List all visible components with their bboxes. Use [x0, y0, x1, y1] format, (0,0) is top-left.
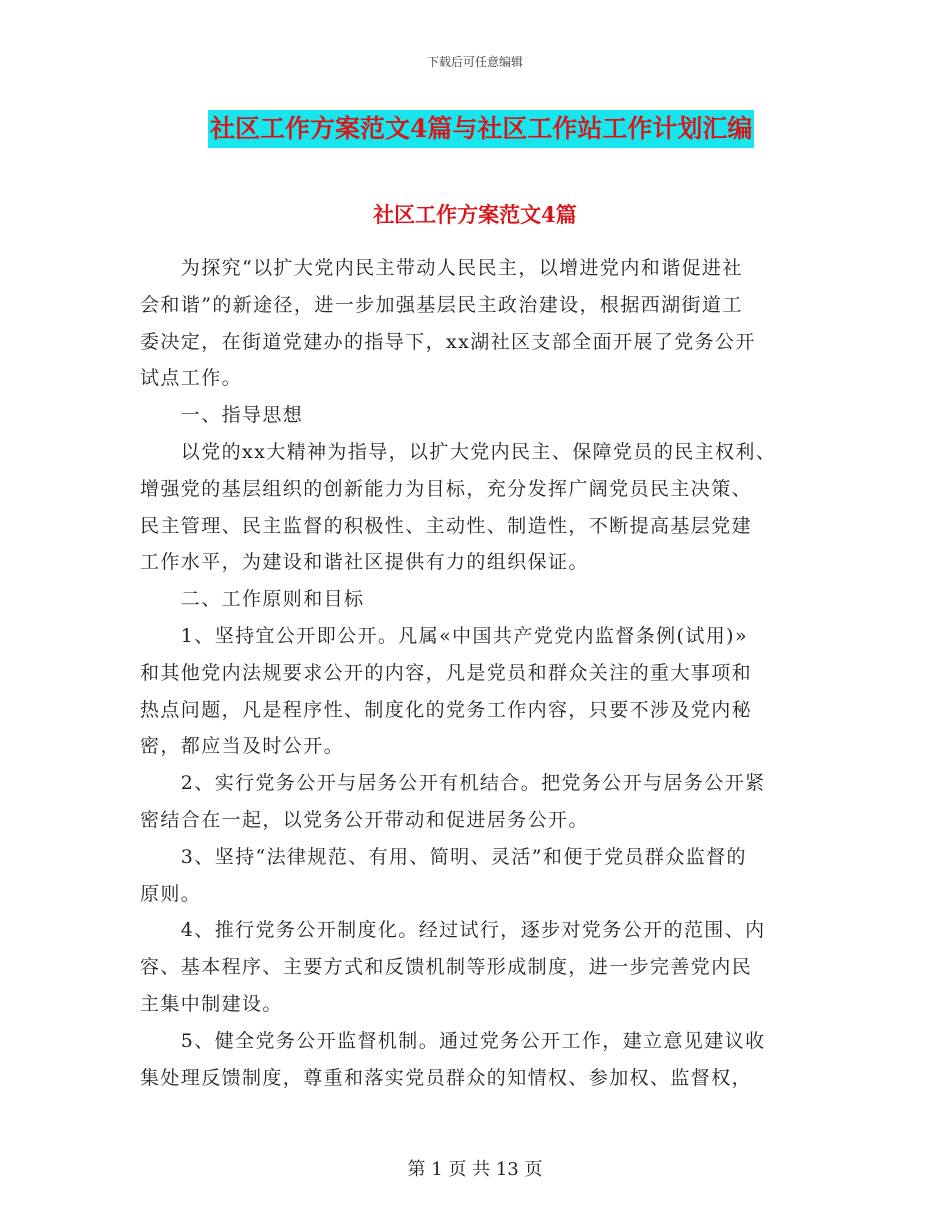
text-line: 会和谐”的新途径，进一步加强基层民主政治建设，根据西湖街道工: [140, 293, 743, 316]
text-line: 二、工作原则和目标: [140, 588, 365, 611]
paragraph: [140, 434, 820, 581]
header-note: 下载后可任意编辑: [426, 55, 523, 69]
text-line: 和其他党内法规要求公开的内容，凡是党员和群众关注的重大事项和: [140, 661, 753, 684]
text-line: 密结合在一起，以党务公开带动和促进居务公开。: [140, 808, 589, 831]
document-title: 社区工作方案范文4篇与社区工作站工作计划汇编: [208, 110, 754, 148]
section-title: 社区工作方案范文4篇: [373, 202, 577, 227]
text-line: 2、实行党务公开与居务公开有机结合。把党务公开与居务公开紧: [140, 772, 766, 795]
text-line: 集处理反馈制度，尊重和落实党员群众的知情权、参加权、监督权，: [140, 1066, 753, 1089]
text-line: 1、坚持宜公开即公开。凡属«中国共产党党内监督条例(试用)»: [140, 624, 748, 647]
text-line: 密，都应当及时公开。: [140, 735, 345, 758]
text-line: 一、指导思想: [140, 404, 304, 427]
text-line: 增强党的基层组织的创新能力为目标，充分发挥广阔党员民主决策、: [140, 477, 753, 500]
text-line: 委决定，在街道党建办的指导下，xx湖社区支部全面开展了党务公开: [140, 330, 756, 353]
page-number: 第 1 页 共 13 页: [407, 1159, 543, 1180]
paragraph: [140, 1023, 820, 1097]
text-line: 主集中制建设。: [140, 992, 283, 1015]
text-line: 工作水平，为建设和谐社区提供有力的组织保证。: [140, 551, 589, 574]
text-line: 3、坚持“法律规范、有用、简明、灵活”和便于党员群众监督的: [140, 845, 747, 868]
body-text: [140, 250, 820, 1096]
text-line: 民主管理、民主监督的积极性、主动性、制造性，不断提高基层党建: [140, 514, 753, 537]
section-heading: [140, 581, 820, 618]
text-line: 为探究“以扩大党内民主带动人民民主，以增进党内和谐促进社: [140, 257, 743, 279]
text-line: 容、基本程序、主要方式和反馈机制等形成制度，进一步完善党内民: [140, 956, 753, 979]
section-heading: [140, 397, 820, 434]
paragraph: [140, 912, 820, 1022]
paragraph: [140, 839, 820, 913]
paragraph: [140, 765, 820, 839]
text-line: 试点工作。: [140, 367, 243, 390]
text-line: 热点问题，凡是程序性、制度化的党务工作内容，只要不涉及党内秘: [140, 698, 753, 721]
text-line: 5、健全党务公开监督机制。通过党务公开工作，建立意见建议收: [140, 1029, 766, 1052]
text-line: 以党的xx大精神为指导，以扩大党内民主、保障党员的民主权利、: [140, 440, 777, 463]
paragraph: [140, 618, 820, 765]
text-line: 4、推行党务公开制度化。经过试行，逐步对党务公开的范围、内: [140, 919, 766, 942]
paragraph: [140, 250, 820, 397]
text-line: 原则。: [140, 882, 202, 905]
